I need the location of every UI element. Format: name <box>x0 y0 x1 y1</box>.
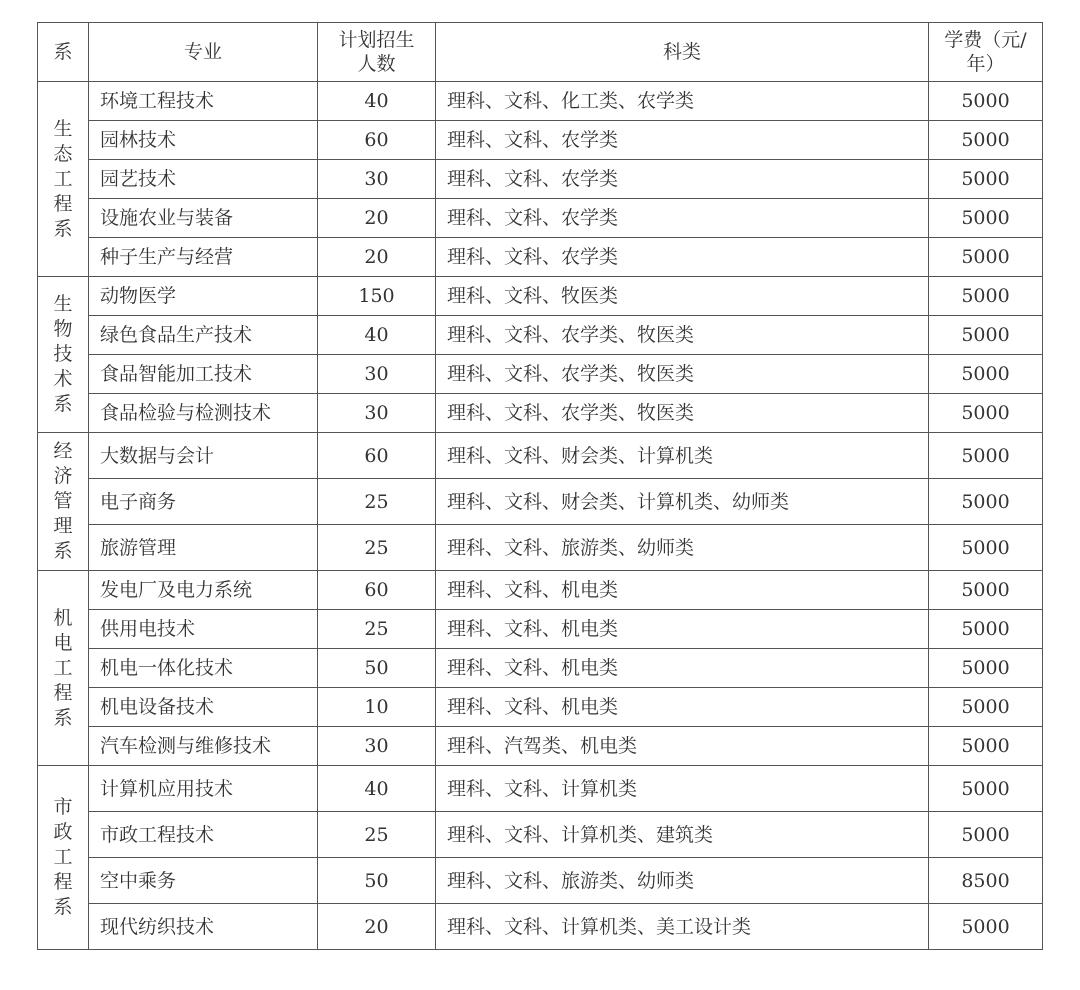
major-cell: 环境工程技术 <box>89 82 318 121</box>
major-cell: 市政工程技术 <box>89 812 318 858</box>
department-char: 术 <box>53 368 73 390</box>
plan-cell: 25 <box>318 812 436 858</box>
plan-cell: 40 <box>318 316 436 355</box>
table-body <box>38 82 1043 950</box>
department-char: 政 <box>53 821 73 843</box>
fee-cell: 8500 <box>929 858 1043 904</box>
category-cell: 理科、文科、财会类、计算机类、幼师类 <box>436 479 929 525</box>
table-row <box>38 394 1043 433</box>
major-cell: 电子商务 <box>89 479 318 525</box>
table-row <box>38 610 1043 649</box>
table-row <box>38 433 1043 479</box>
department-char: 市 <box>53 796 73 818</box>
department-char: 电 <box>53 631 73 654</box>
major-cell: 设施农业与装备 <box>89 199 318 238</box>
category-cell: 理科、文科、机电类 <box>436 649 929 688</box>
category-cell: 理科、文科、计算机类 <box>436 766 929 812</box>
major-cell: 食品智能加工技术 <box>89 355 318 394</box>
table-row <box>38 525 1043 571</box>
category-cell: 理科、文科、农学类 <box>436 121 929 160</box>
major-cell: 供用电技术 <box>89 610 318 649</box>
category-cell: 理科、文科、机电类 <box>436 571 929 610</box>
fee-cell: 5000 <box>929 479 1043 525</box>
category-cell: 理科、文科、旅游类、幼师类 <box>436 525 929 571</box>
fee-cell: 5000 <box>929 688 1043 727</box>
department-char: 系 <box>53 217 73 240</box>
major-cell: 现代纺织技术 <box>89 904 318 950</box>
major-cell: 园艺技术 <box>89 160 318 199</box>
fee-cell: 5000 <box>929 316 1043 355</box>
department-char: 工 <box>53 656 73 679</box>
header-fee <box>929 23 1043 82</box>
plan-cell: 25 <box>318 610 436 649</box>
major-cell: 种子生产与经营 <box>89 238 318 277</box>
table-row <box>38 766 1043 812</box>
plan-cell: 20 <box>318 904 436 950</box>
table-row <box>38 316 1043 355</box>
department-cell <box>38 433 89 571</box>
table-row <box>38 688 1043 727</box>
plan-cell: 30 <box>318 160 436 199</box>
department-char: 济 <box>53 465 73 487</box>
enrollment-table <box>37 22 1043 950</box>
category-cell: 理科、文科、计算机类、美工设计类 <box>436 904 929 950</box>
major-cell: 动物医学 <box>89 277 318 316</box>
major-cell: 绿色食品生产技术 <box>89 316 318 355</box>
department-char: 生 <box>53 293 73 315</box>
department-char: 经 <box>53 440 73 462</box>
header-major: 专业 <box>89 23 318 82</box>
plan-cell: 30 <box>318 727 436 766</box>
plan-cell: 10 <box>318 688 436 727</box>
category-cell: 理科、文科、财会类、计算机类 <box>436 433 929 479</box>
table-row <box>38 571 1043 610</box>
fee-cell: 5000 <box>929 766 1043 812</box>
category-cell: 理科、文科、旅游类、幼师类 <box>436 858 929 904</box>
department-char: 程 <box>53 192 73 215</box>
plan-cell: 30 <box>318 355 436 394</box>
table-row <box>38 355 1043 394</box>
department-char: 生 <box>53 117 73 140</box>
plan-cell: 50 <box>318 858 436 904</box>
plan-cell: 25 <box>318 525 436 571</box>
table-row <box>38 199 1043 238</box>
plan-cell: 60 <box>318 433 436 479</box>
fee-cell: 5000 <box>929 160 1043 199</box>
department-char: 系 <box>53 393 73 415</box>
table-row <box>38 277 1043 316</box>
fee-cell: 5000 <box>929 649 1043 688</box>
department-char: 系 <box>53 896 73 918</box>
department-cell <box>38 766 89 950</box>
major-cell: 汽车检测与维修技术 <box>89 727 318 766</box>
header-row <box>38 23 1043 82</box>
major-cell: 园林技术 <box>89 121 318 160</box>
header-dept: 系 <box>38 23 89 82</box>
fee-cell: 5000 <box>929 199 1043 238</box>
department-char: 技 <box>53 343 73 365</box>
major-cell: 大数据与会计 <box>89 433 318 479</box>
table-row <box>38 727 1043 766</box>
table-row <box>38 812 1043 858</box>
category-cell: 理科、文科、农学类 <box>436 199 929 238</box>
major-cell: 发电厂及电力系统 <box>89 571 318 610</box>
category-cell: 理科、文科、牧医类 <box>436 277 929 316</box>
category-cell: 理科、文科、农学类、牧医类 <box>436 394 929 433</box>
header-plan-line-2: 人数 <box>357 53 396 75</box>
category-cell: 理科、文科、农学类 <box>436 238 929 277</box>
category-cell: 理科、文科、农学类、牧医类 <box>436 355 929 394</box>
major-cell: 旅游管理 <box>89 525 318 571</box>
fee-cell: 5000 <box>929 571 1043 610</box>
fee-cell: 5000 <box>929 238 1043 277</box>
department-char: 态 <box>53 142 73 165</box>
plan-cell: 30 <box>318 394 436 433</box>
major-cell: 食品检验与检测技术 <box>89 394 318 433</box>
category-cell: 理科、汽驾类、机电类 <box>436 727 929 766</box>
table-row <box>38 238 1043 277</box>
department-char: 工 <box>53 846 73 868</box>
major-cell: 空中乘务 <box>89 858 318 904</box>
fee-cell: 5000 <box>929 525 1043 571</box>
header-plan-line-1: 计划招生 <box>338 29 415 51</box>
major-cell: 机电设备技术 <box>89 688 318 727</box>
department-char: 程 <box>53 871 73 893</box>
plan-cell: 20 <box>318 238 436 277</box>
category-cell: 理科、文科、农学类、牧医类 <box>436 316 929 355</box>
fee-cell: 5000 <box>929 610 1043 649</box>
category-cell: 理科、文科、农学类 <box>436 160 929 199</box>
fee-cell: 5000 <box>929 277 1043 316</box>
fee-cell: 5000 <box>929 904 1043 950</box>
fee-cell: 5000 <box>929 812 1043 858</box>
plan-cell: 25 <box>318 479 436 525</box>
department-char: 工 <box>53 167 73 190</box>
plan-cell: 40 <box>318 766 436 812</box>
plan-cell: 150 <box>318 277 436 316</box>
table-row <box>38 904 1043 950</box>
category-cell: 理科、文科、计算机类、建筑类 <box>436 812 929 858</box>
plan-cell: 40 <box>318 82 436 121</box>
fee-cell: 5000 <box>929 433 1043 479</box>
table-row <box>38 82 1043 121</box>
plan-cell: 60 <box>318 571 436 610</box>
category-cell: 理科、文科、机电类 <box>436 610 929 649</box>
department-char: 系 <box>53 706 73 729</box>
plan-cell: 20 <box>318 199 436 238</box>
fee-cell: 5000 <box>929 355 1043 394</box>
fee-cell: 5000 <box>929 394 1043 433</box>
fee-cell: 5000 <box>929 121 1043 160</box>
major-cell: 计算机应用技术 <box>89 766 318 812</box>
department-char: 物 <box>53 318 73 340</box>
major-cell: 机电一体化技术 <box>89 649 318 688</box>
table-row <box>38 649 1043 688</box>
department-char: 机 <box>53 606 73 629</box>
department-char: 系 <box>53 540 73 562</box>
department-char: 程 <box>53 681 73 704</box>
category-cell: 理科、文科、机电类 <box>436 688 929 727</box>
plan-cell: 50 <box>318 649 436 688</box>
header-fee-line-1: 学费（元/ <box>944 29 1027 51</box>
table-row <box>38 858 1043 904</box>
category-cell: 理科、文科、化工类、农学类 <box>436 82 929 121</box>
table-row <box>38 121 1043 160</box>
fee-cell: 5000 <box>929 727 1043 766</box>
header-plan <box>318 23 436 82</box>
table-row <box>38 160 1043 199</box>
department-char: 管 <box>53 490 73 512</box>
department-cell <box>38 277 89 433</box>
plan-cell: 60 <box>318 121 436 160</box>
department-char: 理 <box>53 515 73 537</box>
header-category: 科类 <box>436 23 929 82</box>
department-cell <box>38 82 89 277</box>
header-fee-line-2: 年） <box>966 53 1005 75</box>
department-cell <box>38 571 89 766</box>
fee-cell: 5000 <box>929 82 1043 121</box>
table-row <box>38 479 1043 525</box>
